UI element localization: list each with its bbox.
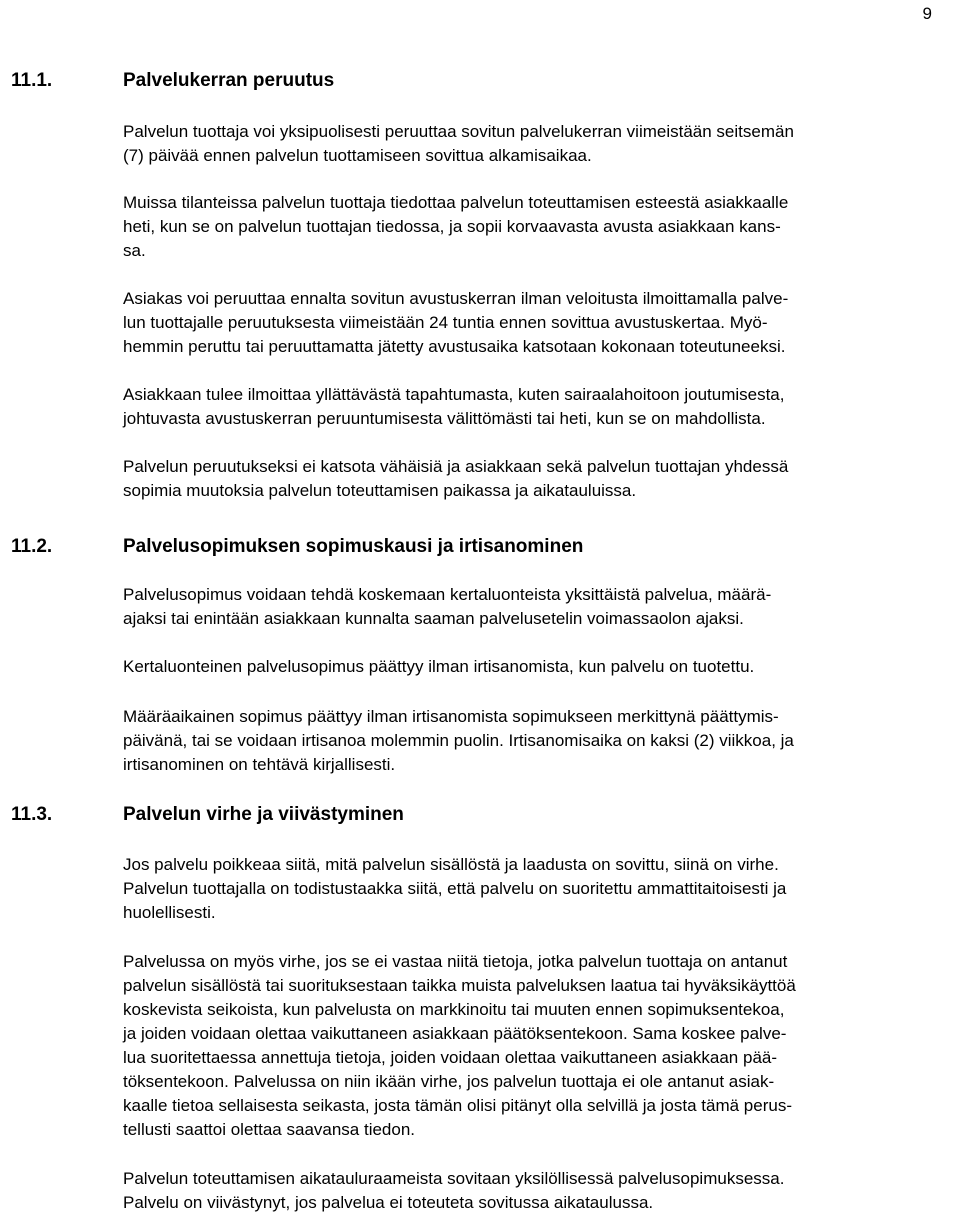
paragraph [123, 383, 785, 431]
text-line: ajaksi tai enintään asiakkaan kunnalta saaman palvelusetelin voimassaolon ajaksi. [123, 609, 744, 628]
text-line: johtuvasta avustuskerran peruuntumisesta välittömästi tai heti, kun se on mahdollista. [123, 409, 766, 428]
paragraph [123, 655, 754, 679]
text-line: hemmin peruttu tai peruuttamatta jätetty avustusaika katsotaan kokonaan toteutuneeksi. [123, 337, 786, 356]
text-line: (7) päivää ennen palvelun tuottamiseen sovittua alkamisaikaa. [123, 146, 592, 165]
text-line: Jos palvelu poikkeaa siitä, mitä palvelun sisällöstä ja laadusta on sovittu, siinä on virhe. [123, 855, 779, 874]
text-line: kaalle tietoa sellaisesta seikasta, josta tämän olisi pitänyt olla selvillä ja josta tämä perus- [123, 1096, 792, 1115]
paragraph [123, 853, 786, 925]
section-title: Palvelun virhe ja viivästyminen [123, 804, 404, 825]
text-line: lun tuottajalle peruutuksesta viimeistään 24 tuntia ennen sovittua avustuskertaa. Myö- [123, 313, 768, 332]
text-line: Palvelu on viivästynyt, jos palvelua ei toteuteta sovitussa aikataulussa. [123, 1193, 654, 1212]
text-line: Asiakkaan tulee ilmoittaa yllättävästä tapahtumasta, kuten sairaalahoitoon joutumisesta, [123, 385, 785, 404]
text-line: Asiakas voi peruuttaa ennalta sovitun avustuskerran ilman veloitusta ilmoittamalla palve- [123, 289, 789, 308]
text-line: töksentekoon. Palvelussa on niin ikään virhe, jos palvelun tuottaja ei ole antanut asiak- [123, 1072, 775, 1091]
section-number: 11.3. [11, 804, 53, 825]
text-line: Palvelussa on myös virhe, jos se ei vastaa niitä tietoja, jotka palvelun tuottaja on antanut [123, 952, 788, 971]
text-line: Palvelusopimus voidaan tehdä koskemaan kertaluonteista yksittäistä palvelua, määrä- [123, 585, 772, 604]
paragraph [123, 191, 788, 263]
section-title: Palvelukerran peruutus [123, 70, 335, 91]
paragraph [123, 705, 794, 777]
paragraph [123, 287, 788, 359]
text-line: päivänä, tai se voidaan irtisanoa molemmin puolin. Irtisanomisaika on kaksi (2) viikkoa, ja [123, 731, 794, 750]
paragraph [123, 1167, 784, 1215]
text-line: ja joiden voidaan olettaa vaikuttaneen asiakkaan päätöksentekoon. Sama koskee palve- [123, 1024, 787, 1043]
text-line: palvelun sisällöstä tai suorituksestaan taikka muista palveluksen laatua tai hyväksikäyttöä [123, 976, 796, 995]
text-line: heti, kun se on palvelun tuottajan tiedossa, ja sopii korvaavasta avusta asiakkaan kans- [123, 217, 781, 236]
text-line: irtisanominen on tehtävä kirjallisesti. [123, 755, 396, 774]
text-line: Kertaluonteinen palvelusopimus päättyy ilman irtisanomista, kun palvelu on tuotettu. [123, 657, 755, 676]
section-number: 11.1. [11, 70, 53, 91]
text-line: sopimia muutoksia palvelun toteuttamisen paikassa ja aikatauluissa. [123, 481, 637, 500]
page-number: 9 [922, 4, 932, 23]
section-title: Palvelusopimuksen sopimuskausi ja irtisanominen [123, 536, 584, 557]
text-line: Palvelun peruutukseksi ei katsota vähäisiä ja asiakkaan sekä palvelun tuottajan yhdessä [123, 457, 789, 476]
paragraph [123, 120, 794, 168]
section-number: 11.2. [11, 536, 53, 557]
text-line: Määräaikainen sopimus päättyy ilman irtisanomista sopimukseen merkittynä päättymis- [123, 707, 779, 726]
paragraph [123, 950, 796, 1142]
paragraph [123, 455, 788, 503]
text-line: koskevista seikoista, kun palvelusta on markkinoitu tai muuten ennen sopimuksentekoa, [123, 1000, 785, 1019]
text-line: huolellisesti. [123, 903, 216, 922]
text-line: Palvelun tuottajalla on todistustaakka siitä, että palvelu on suoritettu ammattitaitoisesti ja [123, 879, 787, 898]
text-line: sa. [123, 241, 146, 260]
text-line: Palvelun tuottaja voi yksipuolisesti peruuttaa sovitun palvelukerran viimeistään seitsemän [123, 122, 794, 141]
text-line: Muissa tilanteissa palvelun tuottaja tiedottaa palvelun toteuttamisen esteestä asiakkaalle [123, 193, 789, 212]
text-line: Palvelun toteuttamisen aikatauluraameista sovitaan yksilöllisessä palvelusopimuksessa. [123, 1169, 785, 1188]
paragraph [123, 583, 771, 631]
text-line: tellusti saattoi olettaa saavansa tiedon. [123, 1120, 416, 1139]
text-line: lua suoritettaessa annettuja tietoja, joiden voidaan olettaa vaikuttaneen asiakkaan pää- [123, 1048, 778, 1067]
